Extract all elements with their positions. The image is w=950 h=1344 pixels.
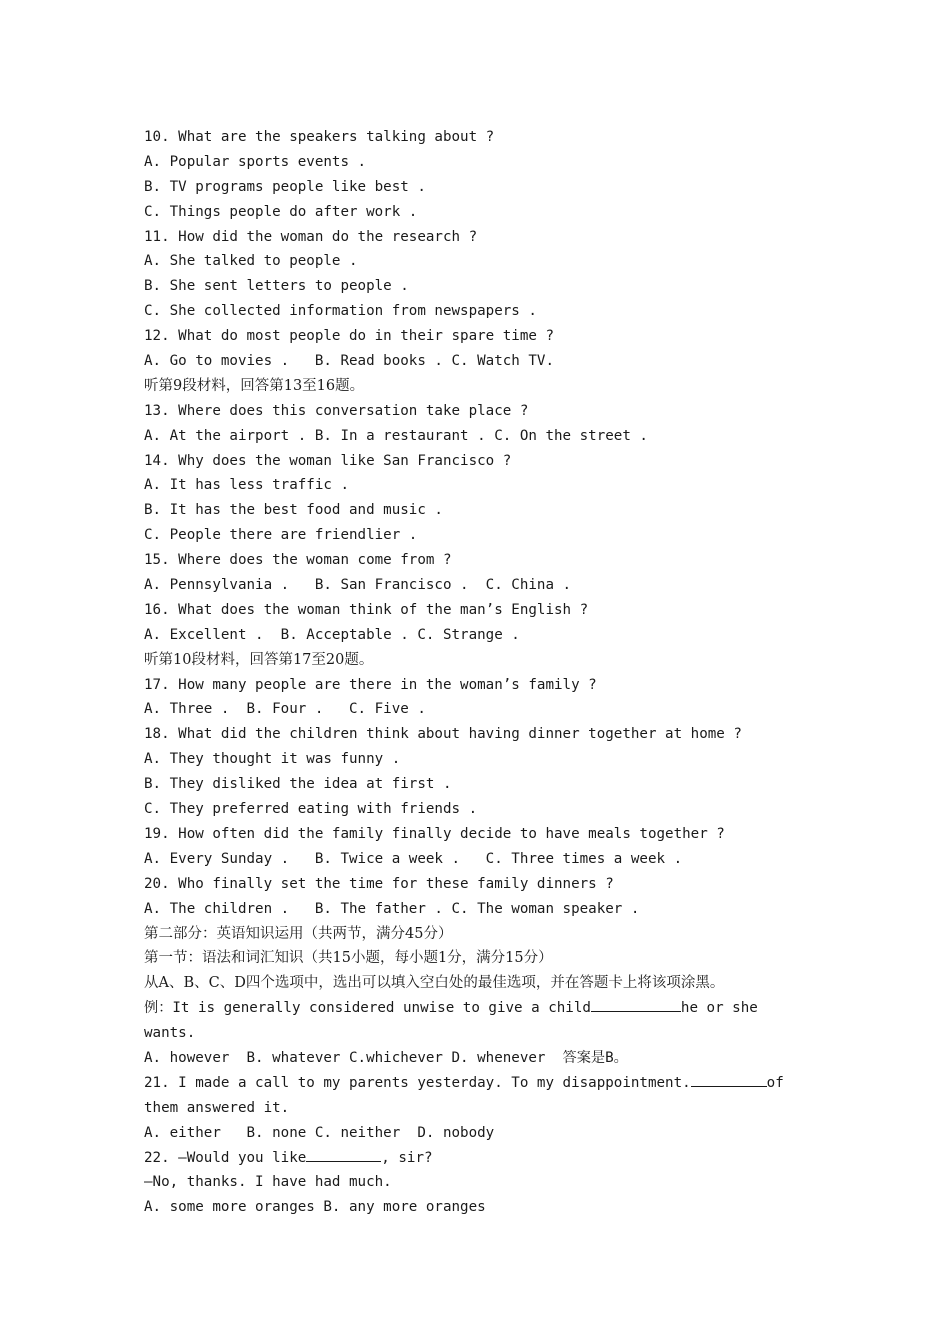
q22-blank: [306, 1146, 381, 1162]
question-16: 16. What does the woman think of the man’s English ?: [144, 601, 589, 618]
question-22: [144, 1146, 824, 1171]
option-14b: B. It has the best food and music .: [144, 502, 443, 519]
options-22: A. some more oranges B. any more oranges: [144, 1199, 486, 1216]
question-21-cont: them answered it.: [144, 1099, 290, 1116]
option-18b: B. They disliked the idea at first .: [144, 776, 452, 793]
part-two-heading: 第二部分：英语知识运用（共两节，满分45分）: [144, 925, 453, 942]
example-text-after: he or she: [680, 1000, 758, 1017]
option-11c: C. She collected information from newspapers .: [144, 303, 537, 320]
q21-text-before: 21. I made a call to my parents yesterday. To my disappointment.: [144, 1074, 691, 1091]
example-text-before: 例：It is generally considered unwise to give a child: [144, 1000, 591, 1017]
section-one-heading: 第一节：语法和词汇知识（共15小题，每小题1分，满分15分）: [144, 950, 553, 967]
q22-text-after: , sir?: [381, 1149, 433, 1166]
options-16: A. Excellent . B. Acceptable . C. Strange .: [144, 626, 520, 643]
exam-page: [144, 125, 824, 1220]
question-22-reply: —No, thanks. I have had much.: [144, 1174, 392, 1191]
q21-text-after: of: [766, 1074, 784, 1091]
option-14a: A. It has less traffic .: [144, 477, 349, 494]
question-19: 19. How often did the family finally decide to have meals together ?: [144, 825, 725, 842]
example-sentence: [144, 996, 824, 1021]
option-18c: C. They preferred eating with friends .: [144, 801, 478, 818]
options-17: A. Three . B. Four . C. Five .: [144, 701, 426, 718]
options-19: A. Every Sunday . B. Twice a week . C. Three times a week .: [144, 850, 683, 867]
options-20: A. The children . B. The father . C. The woman speaker .: [144, 900, 640, 917]
question-14: 14. Why does the woman like San Francisco ?: [144, 452, 512, 469]
option-10c: C. Things people do after work .: [144, 203, 418, 220]
options-12: A. Go to movies . B. Read books . C. Watch TV.: [144, 353, 554, 370]
question-12: 12. What do most people do in their spare time ?: [144, 328, 554, 345]
question-15: 15. Where does the woman come from ?: [144, 552, 452, 569]
question-20: 20. Who finally set the time for these family dinners ?: [144, 875, 614, 892]
question-21: [144, 1071, 824, 1096]
option-10b: B. TV programs people like best .: [144, 178, 426, 195]
example-blank: [591, 996, 681, 1012]
question-17: 17. How many people are there in the woman’s family ?: [144, 676, 597, 693]
example-sentence-cont: wants.: [144, 1025, 196, 1042]
options-21: A. either B. none C. neither D. nobody: [144, 1124, 495, 1141]
option-11a: A. She talked to people .: [144, 253, 358, 270]
option-14c: C. People there are friendlier .: [144, 527, 418, 544]
instructions: 从A、B、C、D四个选项中，选出可以填入空白处的最佳选项，并在答题卡上将该项涂黑。: [144, 975, 725, 992]
options-13: A. At the airport . B. In a restaurant . C. On the street .: [144, 427, 648, 444]
option-10a: A. Popular sports events .: [144, 153, 367, 170]
option-11b: B. She sent letters to people .: [144, 278, 409, 295]
section-heading-10: 听第10段材料，回答第17至20题。: [144, 651, 374, 668]
options-15: A. Pennsylvania . B. San Francisco . C. China .: [144, 577, 572, 594]
example-options: A. however B. whatever C.whichever D. whenever 答案是B。: [144, 1049, 628, 1066]
option-18a: A. They thought it was funny .: [144, 751, 401, 768]
q22-text-before: 22. —Would you like: [144, 1149, 307, 1166]
question-13: 13. Where does this conversation take place ?: [144, 402, 529, 419]
section-heading-9: 听第9段材料，回答第13至16题。: [144, 377, 365, 394]
q21-blank: [691, 1071, 767, 1087]
question-10: 10. What are the speakers talking about ?: [144, 129, 495, 145]
question-18: 18. What did the children think about having dinner together at home ?: [144, 726, 742, 743]
question-11: 11. How did the woman do the research ?: [144, 228, 478, 245]
